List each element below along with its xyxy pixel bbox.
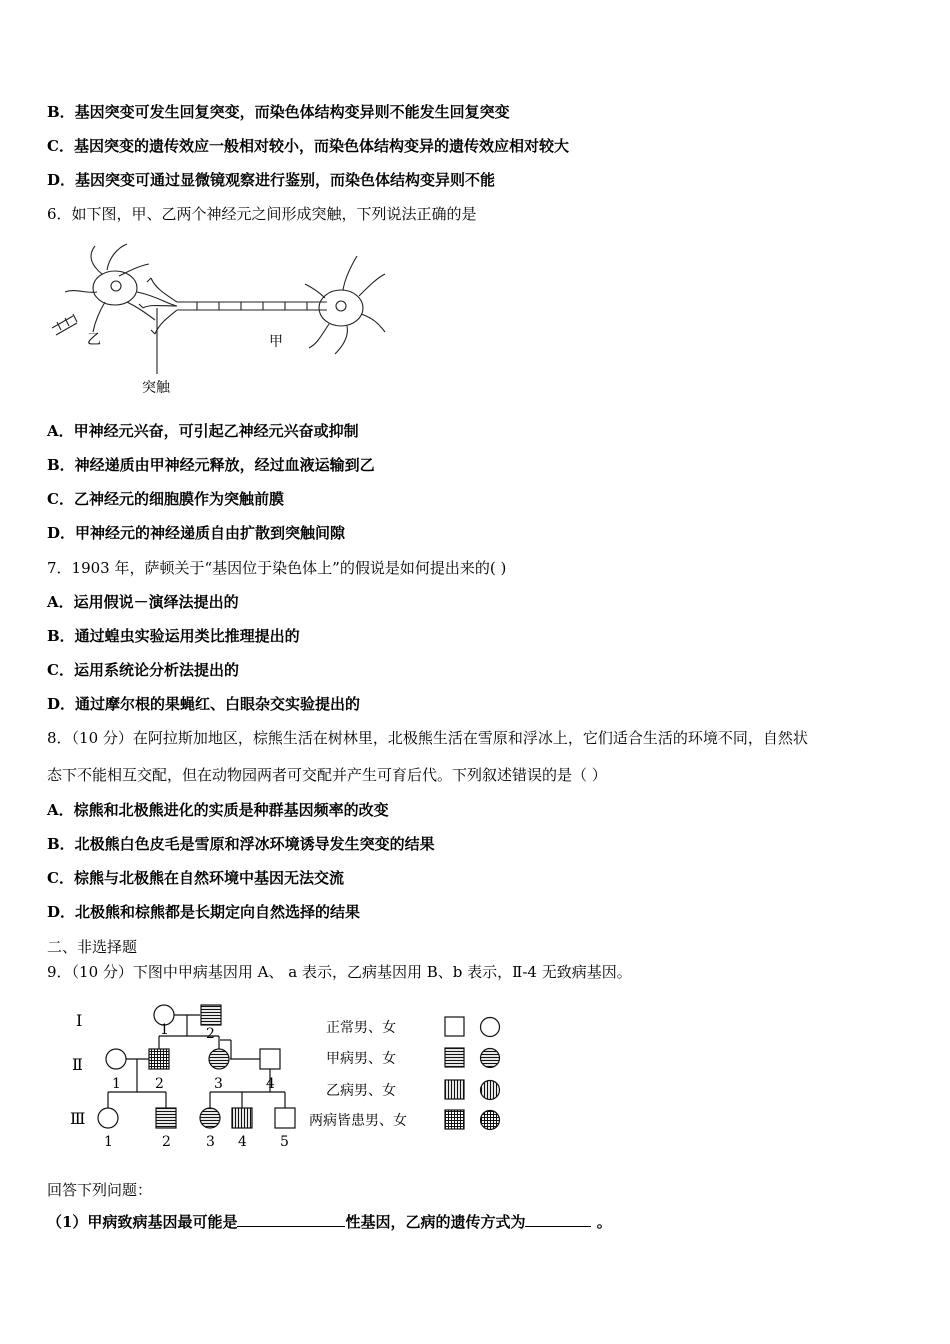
q5-option-d: D．基因突变可通过显微镜观察进行鉴别，而染色体结构变异则不能 (47, 171, 496, 189)
num-III-3: 3 (206, 1134, 215, 1150)
legend-a-male-symbol (445, 1048, 464, 1067)
individual-II-3 (209, 1049, 229, 1069)
individual-II-4 (260, 1049, 280, 1069)
gen-label-2: Ⅱ (72, 1055, 83, 1074)
num-III-2: 2 (162, 1134, 171, 1150)
legend-normal-female-symbol (481, 1018, 500, 1037)
q9-stem: 9．（10 分）下图中甲病基因用 A、 a 表示，乙病基因用 B、b 表示，Ⅱ-4 无致病基因。 (47, 963, 632, 981)
q8-option-b: B．北极熊白色皮毛是雪原和浮冰环境诱导发生突变的结果 (47, 835, 435, 853)
legend-disease-b: 乙病男、女 (326, 1083, 396, 1099)
q9-sub1-part-a: （1）甲病致病基因最可能是 (47, 1213, 238, 1231)
q7-option-c: C．运用系统论分析法提出的 (47, 661, 239, 679)
q8-option-a: A．棕熊和北极熊进化的实质是种群基因频率的改变 (47, 801, 389, 819)
neuron-synapse-figure (47, 236, 387, 398)
gen-label-1: Ⅰ (76, 1011, 83, 1030)
legend-normal: 正常男、女 (326, 1020, 396, 1036)
q5-option-c: C．基因突变的遗传效应一般相对较小，而染色体结构变异的遗传效应相对较大 (47, 137, 569, 155)
q8-stem-line1: 8．（10 分）在阿拉斯加地区，棕熊生活在树林里，北极熊生活在雪原和浮冰上，它们适合生活的环境不同，自然状 (47, 729, 808, 747)
num-II-2: 2 (155, 1076, 164, 1092)
individual-III-4 (232, 1108, 252, 1128)
legend-both-male-symbol (445, 1110, 464, 1129)
q6-option-a: A．甲神经元兴奋，可引起乙神经元兴奋或抑制 (47, 422, 359, 440)
individual-I-2 (201, 1005, 221, 1025)
legend-disease-a: 甲病男、女 (326, 1051, 396, 1067)
gen-label-3: Ⅲ (70, 1109, 86, 1128)
q8-option-c: C．棕熊与北极熊在自然环境中基因无法交流 (47, 869, 344, 887)
num-III-5: 5 (280, 1134, 289, 1150)
individual-III-2 (156, 1108, 176, 1128)
q7-option-a: A．运用假说－演绎法提出的 (47, 593, 239, 611)
individual-II-1 (106, 1049, 126, 1069)
num-III-4: 4 (238, 1134, 247, 1150)
num-I-2: 2 (206, 1026, 215, 1042)
pedigree-chart (60, 996, 510, 1156)
neuron-label-yi: 乙 (87, 332, 101, 348)
individual-III-5 (275, 1108, 295, 1128)
num-III-1: 1 (104, 1134, 113, 1150)
section-title: 二、非选择题 (47, 938, 138, 956)
legend-b-male-symbol (445, 1080, 464, 1099)
q9-sub1 (47, 1212, 612, 1232)
num-II-3: 3 (214, 1076, 223, 1092)
legend-b-female-symbol (481, 1081, 500, 1100)
individual-III-3 (200, 1108, 220, 1128)
legend-both: 两病皆患男、女 (309, 1113, 407, 1129)
num-I-1: 1 (160, 1022, 169, 1038)
num-II-4: 4 (266, 1076, 275, 1092)
q6-option-b: B．神经递质由甲神经元释放，经过血液运输到乙 (47, 456, 375, 474)
legend-normal-male-symbol (445, 1017, 464, 1036)
legend-both-female-symbol (481, 1111, 500, 1130)
q8-stem-line2: 态下不能相互交配，但在动物园两者可交配并产生可育后代。下列叙述错误的是（ ） (47, 766, 607, 784)
q7-option-b: B．通过蝗虫实验运用类比推理提出的 (47, 627, 300, 645)
neuron-label-jia: 甲 (269, 334, 283, 350)
answer-blank-2[interactable] (525, 1212, 591, 1227)
q7-stem: 7．1903 年，萨顿关于“基因位于染色体上”的假说是如何提出来的( ) (47, 559, 507, 577)
num-II-1: 1 (112, 1076, 121, 1092)
q6-stem: 6．如下图，甲、乙两个神经元之间形成突触，下列说法正确的是 (47, 205, 477, 223)
individual-III-1 (98, 1108, 118, 1128)
q5-option-b: B．基因突变可发生回复突变，而染色体结构变异则不能发生回复突变 (47, 103, 510, 121)
q9-sub1-part-c: 。 (591, 1213, 612, 1231)
q6-option-c: C．乙神经元的细胞膜作为突触前膜 (47, 490, 284, 508)
q7-option-d: D．通过摩尔根的果蝇红、白眼杂交实验提出的 (47, 695, 361, 713)
q9-prompt: 回答下列问题： (47, 1181, 153, 1199)
answer-blank-1[interactable] (237, 1212, 345, 1227)
individual-II-2 (149, 1049, 169, 1069)
q8-option-d: D．北极熊和棕熊都是长期定向自然选择的结果 (47, 903, 361, 921)
q9-sub1-part-b: 性基因，乙病的遗传方式为 (345, 1213, 526, 1231)
q6-option-d: D．甲神经元的神经递质自由扩散到突触间隙 (47, 524, 346, 542)
legend-a-female-symbol (481, 1049, 500, 1068)
synapse-label: 突触 (142, 380, 170, 396)
